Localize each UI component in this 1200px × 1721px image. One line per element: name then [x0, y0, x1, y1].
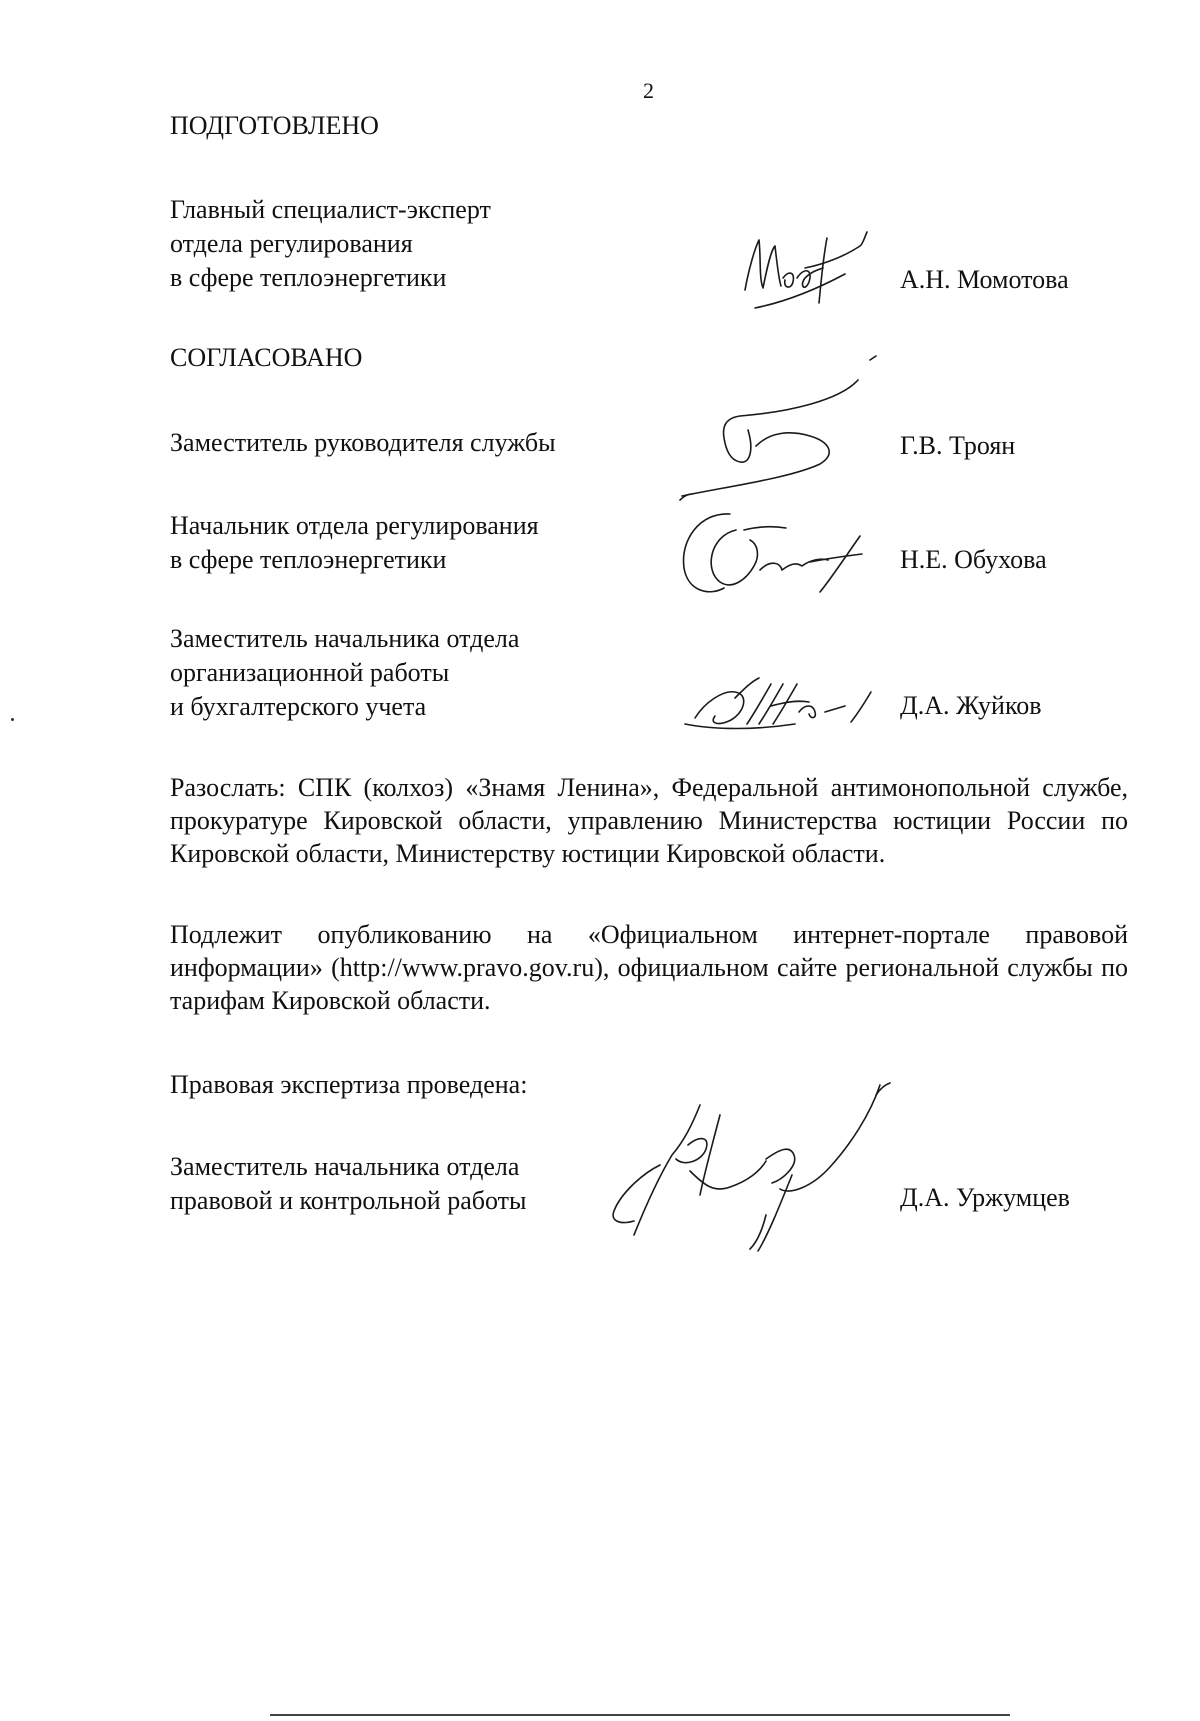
agreed-signatory-1-title — [170, 426, 556, 460]
prepared-signatory-title — [170, 193, 491, 295]
signature-troyan — [670, 350, 890, 505]
agreed-heading: СОГЛАСОВАНО — [170, 343, 363, 372]
prepared-heading: ПОДГОТОВЛЕНО — [170, 111, 379, 140]
signature-momotova — [735, 228, 875, 318]
agreed-signatory-3-name: Д.А. Жуйков — [900, 691, 1042, 720]
signature-urzhumtsev — [580, 1075, 900, 1255]
signature-zhuykov — [675, 668, 885, 738]
agreed-signatory-1-name: Г.В. Троян — [900, 431, 1016, 460]
agreed-signatory-3-title — [170, 622, 519, 724]
bottom-rule — [270, 1714, 1010, 1716]
title-line: отдела регулирования — [170, 229, 413, 258]
title-line: Заместитель начальника отдела — [170, 1152, 520, 1181]
scan-speck — [11, 718, 14, 721]
publication-paragraph: Подлежит опубликованию на «Официальном интернет-портале правовой информации» (http://www.pravo.gov.ru), официальном сайте региональной службы по тарифам Кировской области. — [170, 920, 1128, 1015]
title-line: в сфере теплоэнергетики — [170, 263, 447, 292]
agreed-signatory-2-title — [170, 509, 539, 577]
page-number: 2 — [643, 78, 654, 103]
title-line: Заместитель начальника отдела — [170, 624, 520, 653]
title-line: в сфере теплоэнергетики — [170, 545, 447, 574]
distribution-paragraph: Разослать: СПК (колхоз) «Знамя Ленина», Федеральной антимонопольной службе, прокуратуре Кировской области, управлению Министерства юстиции России по Кировской области, Министерству юстиции Кировской области. — [170, 773, 1128, 868]
title-line: Заместитель руководителя службы — [170, 428, 556, 457]
signature-obukhova — [670, 500, 870, 600]
title-line: правовой и контрольной работы — [170, 1186, 527, 1215]
agreed-signatory-2-name: Н.Е. Обухова — [900, 545, 1047, 574]
title-line: Главный специалист-эксперт — [170, 195, 491, 224]
title-line: организационной работы — [170, 658, 450, 687]
title-line: Начальник отдела регулирования — [170, 511, 539, 540]
prepared-signatory-name: А.Н. Момотова — [900, 265, 1069, 294]
title-line: и бухгалтерского учета — [170, 692, 427, 721]
legal-review-heading: Правовая экспертиза проведена: — [170, 1070, 528, 1099]
legal-review-signatory-title — [170, 1150, 526, 1218]
legal-review-signatory-name: Д.А. Уржумцев — [900, 1183, 1070, 1212]
